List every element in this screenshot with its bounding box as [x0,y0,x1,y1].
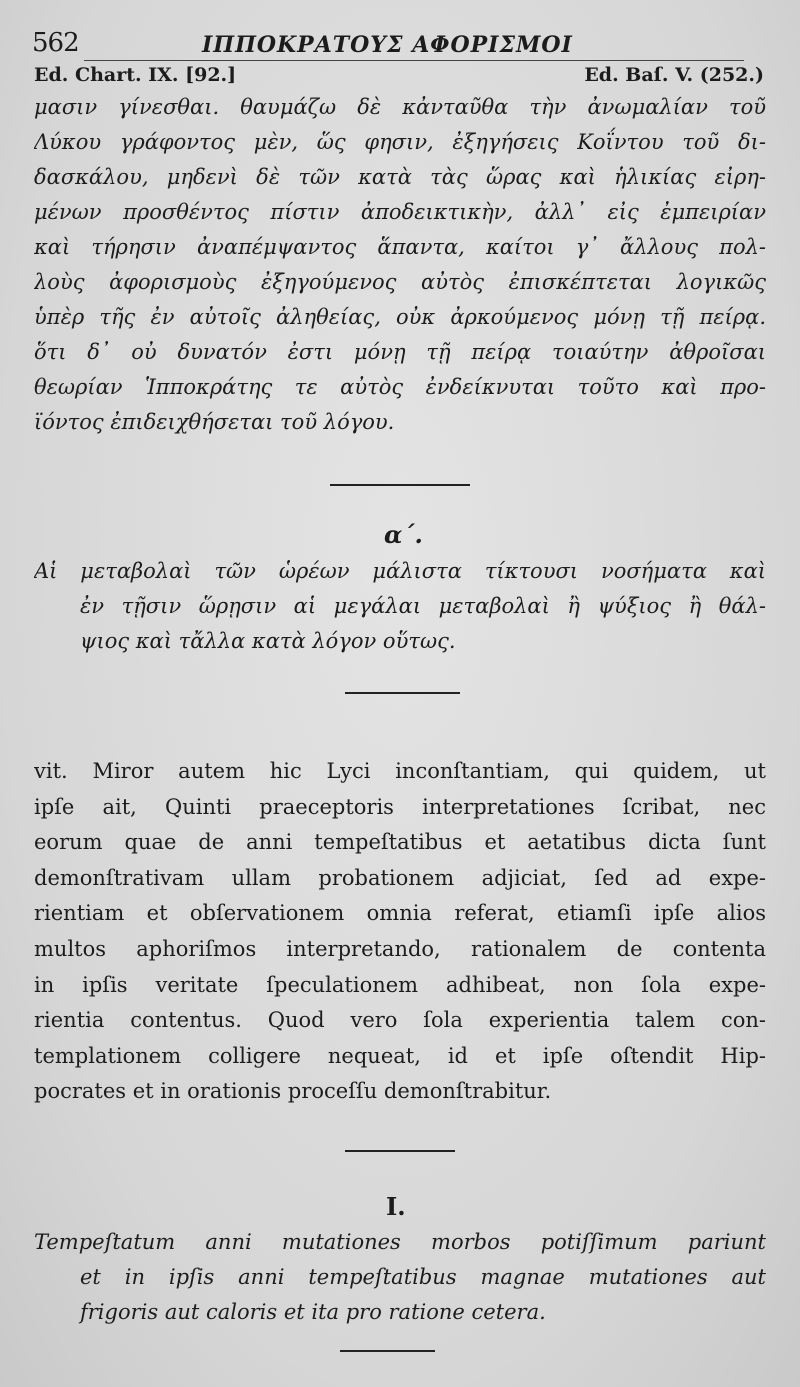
text-line: frigoris aut caloris et ita pro ratione cetera. [80,1300,546,1324]
text-line: Αἱ μεταβολαὶ τῶν ὡρέων μάλιστα τίκτουσι νοσήματα καὶ [34,559,766,583]
text-line: ὑπὲρ τῆς ἐν αὐτοῖς ἀληθείας, οὐκ ἀρκούμενος μόνῃ τῇ πείρᾳ. [34,305,766,329]
text-line: templationem colligere nequeat, id et ipſe oſtendit Hip- [34,1043,766,1068]
text-line: ψιος καὶ τἄλλα κατὰ λόγον οὕτως. [80,629,456,653]
section-rule [345,1150,455,1152]
text-line: demonſtrativam ullam probationem adjiciat, ſed ad expe- [34,865,766,890]
text-line: rientia contentus. Quod vero ſola experientia talem con- [34,1008,766,1033]
section-rule [340,1350,435,1352]
section-rule [345,692,460,694]
text-line: et in ipſis anni tempeſtatibus magnae mutationes aut [80,1265,766,1289]
text-line: λοὺς ἀφορισμοὺς ἐξηγούμενος αὐτὸς ἐπισκέπτεται λογικῶς [34,270,766,294]
text-line: δασκάλου, μηδενὶ δὲ τῶν κατὰ τὰς ὥρας καὶ ἡλικίας εἰρη- [34,165,766,189]
edition-reference-left: Ed. Chart. IX. [92.] [34,64,237,86]
section-rule [330,484,470,486]
latin-aphorism-number: I. [386,1192,406,1221]
text-line: in ipſis veritate ſpeculationem adhibeat, non ſola expe- [34,972,766,997]
text-line: vit. Miror autem hic Lyci inconſtantiam, qui quidem, ut [34,759,766,783]
text-line: rientiam et obſervationem omnia referat, etiamſi ipſe alios [34,901,766,926]
text-line: eorum quae de anni tempeſtatibus et aetatibus dicta ſunt [34,830,766,855]
text-line: μένων προσθέντος πίστιν ἀποδεικτικὴν, ἀλλ᾽ εἰς ἐμπειρίαν [34,200,766,224]
latin-commentary [34,754,766,1110]
text-line: ϊόντος ἐπιδειχθήσεται τοῦ λόγου. [34,410,395,434]
page-number: 562 [32,28,79,58]
text-line: Λύκου γράφοντος μὲν, ὥς φησιν, ἐξηγήσεις Κοΐντου τοῦ δι- [34,130,766,154]
text-line: καὶ τήρησιν ἀναπέμψαντος ἅπαντα, καίτοι γ᾽ ἄλλους πολ- [34,235,766,259]
greek-aphorism-number: α΄. [384,520,423,549]
text-line: Tempeſtatum anni mutationes morbos potiſſimum pariunt [34,1230,766,1254]
greek-commentary [34,90,766,440]
text-line: ὅτι δ᾽ οὐ δυνατόν ἐστι μόνῃ τῇ πείρᾳ τοιαύτην ἀθροῖσαι [34,340,766,364]
edition-reference-right: Ed. Baſ. V. (252.) [584,64,764,86]
text-line: multos aphoriſmos interpretando, rationalem de contenta [34,936,766,961]
text-line: ἐν τῇσιν ὥρῃσιν αἱ μεγάλαι μεταβολαὶ ἢ ψύξιος ἢ θάλ- [80,594,766,618]
text-line: θεωρίαν Ἱπποκράτης τε αὐτὸς ἐνδείκνυται τοῦτο καὶ προ- [34,375,766,399]
running-title: ΙΠΠΟΚΡΑΤΟΥΣ ΑΦΟΡΙΣΜΟΙ [202,32,573,58]
header-rule [84,60,744,61]
running-header [32,28,768,64]
latin-aphorism [34,1225,766,1330]
text-line: pocrates et in orationis proceſſu demonſtrabitur. [34,1079,552,1104]
greek-aphorism [34,554,766,659]
text-line: ipſe ait, Quinti praeceptoris interpretationes ſcribat, nec [34,794,766,819]
text-line: μασιν γίνεσθαι. θαυμάζω δὲ κἀνταῦθα τὴν ἀνωμαλίαν τοῦ [34,95,766,119]
